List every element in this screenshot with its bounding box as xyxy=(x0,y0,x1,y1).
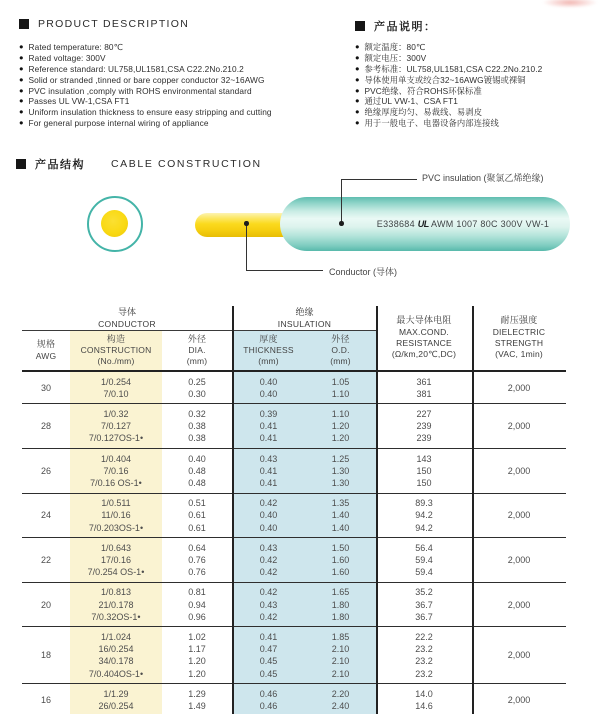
dielectric-cell xyxy=(472,586,566,623)
sub-header-row xyxy=(22,331,566,370)
section-marker-icon xyxy=(355,21,365,31)
cell-value: 23.2 xyxy=(415,668,433,679)
cell-value: 18 xyxy=(40,650,51,661)
cell-value: 14.6 xyxy=(415,700,433,711)
cell-value: 7/0.203OS-1• xyxy=(88,522,144,533)
cell-value: 1/0.813 xyxy=(100,587,132,598)
dia-cell xyxy=(162,497,232,534)
resistance-header-line: RESISTANCE xyxy=(396,338,452,348)
cell-value: 1.10 xyxy=(331,388,350,399)
cable-cross-section xyxy=(87,196,143,252)
cell-value: 35.2 xyxy=(415,587,433,598)
page-corner-artifact xyxy=(542,0,598,8)
pvc-insulation-label: PVC insulation (聚氯乙烯绝缘) xyxy=(422,173,544,183)
cell-value: 1.20 xyxy=(331,433,350,444)
dielectric-cell xyxy=(472,376,566,400)
cell-value: 0.41 xyxy=(259,433,278,444)
cell-value: 0.41 xyxy=(259,631,278,642)
pvc-callout-line-horizontal xyxy=(341,179,417,180)
resistance-header-line: MAX.COND. xyxy=(399,326,449,337)
cell-value: 1.30 xyxy=(331,465,350,476)
cell-value: 0.32 xyxy=(188,408,206,419)
cell-value: 59.4 xyxy=(415,554,433,565)
bullet-text: Solid or stranded ,tinned or bare copper conductor 32~16AWG xyxy=(28,74,265,85)
cell-value: 0.42 xyxy=(259,498,278,509)
cell-value: 26 xyxy=(40,465,51,476)
cell-value: 0.40 xyxy=(259,376,278,387)
dia-cell xyxy=(162,688,232,712)
bullet-icon: ● xyxy=(19,74,24,84)
cell-value: 2.10 xyxy=(331,656,350,667)
bullet-item xyxy=(355,75,603,86)
bullet-icon: ● xyxy=(355,63,360,73)
awg-cell xyxy=(22,408,70,445)
dia-cell xyxy=(162,631,232,680)
cell-value: 2,000 xyxy=(507,599,531,610)
bullet-item xyxy=(355,107,603,118)
cell-value: 26/0.254 xyxy=(98,700,134,711)
cell-value: 22.2 xyxy=(415,631,433,642)
cell-value: 150 xyxy=(416,465,432,476)
table-divider xyxy=(232,306,234,714)
bullet-item xyxy=(355,64,603,75)
construction-column-header: 构造 CONSTRUCTION (No./mm) xyxy=(80,333,152,367)
od-cell xyxy=(305,542,376,579)
table-divider xyxy=(472,306,474,714)
bullet-text: For general purpose internal wiring of appliance xyxy=(28,118,209,129)
cell-value: 0.76 xyxy=(188,554,206,565)
cell-value: 14.0 xyxy=(415,688,433,699)
dielectric-cell xyxy=(472,453,566,490)
cell-value: 1.80 xyxy=(331,611,350,622)
header-underline xyxy=(233,330,376,331)
cell-value: 0.40 xyxy=(188,453,206,464)
cell-value: 16/0.254 xyxy=(98,644,134,655)
conductor-header-cn: 导体 xyxy=(117,307,136,317)
bullet-text: 额定温度：80℃ xyxy=(364,42,426,52)
cable-construction-header xyxy=(16,156,262,172)
cell-value: 36.7 xyxy=(415,611,433,622)
product-description-list-cn xyxy=(355,42,603,129)
cell-value: 59.4 xyxy=(415,567,433,578)
cell-value: 0.40 xyxy=(259,510,278,521)
bullet-text: Passes UL VW-1,CSA FT1 xyxy=(28,96,130,107)
bullet-item xyxy=(355,42,603,53)
cell-value: 1.20 xyxy=(188,656,206,667)
bullet-icon: ● xyxy=(355,85,360,95)
bullet-item xyxy=(355,96,603,107)
cell-value: 0.41 xyxy=(259,465,278,476)
cell-value: 2.40 xyxy=(331,700,350,711)
cell-value: 1.10 xyxy=(331,408,350,419)
thickness-cell xyxy=(232,688,305,712)
thickness-column-header: 厚度 THICKNESS (mm) xyxy=(243,333,294,367)
cell-value: 2.10 xyxy=(331,644,350,655)
cell-value: 7/0.127OS-1• xyxy=(88,433,144,444)
bullet-item xyxy=(19,64,349,75)
od-cell xyxy=(305,586,376,623)
dielectric-header-line: STRENGTH xyxy=(494,338,544,348)
cell-value: 0.38 xyxy=(188,433,206,444)
cell-value: 2,000 xyxy=(507,554,531,565)
cell-value: 0.94 xyxy=(188,599,206,610)
bullet-icon: ● xyxy=(19,42,24,51)
cell-value: 94.2 xyxy=(415,510,433,521)
awg-cell xyxy=(22,586,70,623)
bullet-icon: ● xyxy=(355,107,360,117)
thickness-cell xyxy=(232,376,305,400)
bullet-item xyxy=(19,107,349,118)
bullet-icon: ● xyxy=(19,85,24,95)
awg-cell xyxy=(22,688,70,712)
cell-value: 7/0.127 xyxy=(100,421,132,432)
bullet-icon: ● xyxy=(355,118,360,128)
table-row xyxy=(22,583,566,628)
insulation-header-en: INSULATION xyxy=(277,318,332,329)
od-cell xyxy=(305,631,376,680)
cell-value: 1.29 xyxy=(188,688,206,699)
cell-value: 36.7 xyxy=(415,599,433,610)
table-row xyxy=(22,372,566,404)
od-cell xyxy=(305,497,376,534)
cell-value: 7/0.254 OS-1• xyxy=(87,567,145,578)
cell-value: 1.60 xyxy=(331,554,350,565)
cell-value: 1.65 xyxy=(331,587,350,598)
cell-value: 1.20 xyxy=(188,668,206,679)
pvc-callout-line-vertical xyxy=(341,179,342,223)
bullet-text: Rated temperature: 80℃ xyxy=(28,42,124,52)
awg-cell xyxy=(22,631,70,680)
dia-cell xyxy=(162,408,232,445)
bullet-text: Uniform insulation thickness to ensure easy stripping and cutting xyxy=(28,107,272,118)
table-row xyxy=(22,627,566,684)
awg-cell xyxy=(22,542,70,579)
cell-value: 0.38 xyxy=(188,421,206,432)
cell-value: 21/0.178 xyxy=(98,599,134,610)
construction-cell xyxy=(70,376,162,400)
cell-value: 0.45 xyxy=(259,656,278,667)
bullet-icon: ● xyxy=(19,52,24,62)
dielectric-header-line: (VAC, 1min) xyxy=(495,349,543,360)
bullet-text: 通过UL VW-1、CSA FT1 xyxy=(364,96,458,107)
cell-value: 1/1.29 xyxy=(103,688,129,699)
cell-value: 1.05 xyxy=(331,376,350,387)
thickness-cell xyxy=(232,408,305,445)
bullet-item xyxy=(19,86,349,97)
header-bottom-rule xyxy=(22,370,566,372)
cell-value: 239 xyxy=(416,421,432,432)
awg-cell xyxy=(22,376,70,400)
bullet-icon: ● xyxy=(355,42,360,51)
cell-value: 1/0.511 xyxy=(101,498,131,509)
cell-value: 0.51 xyxy=(188,498,206,509)
cell-value: 0.81 xyxy=(188,587,206,598)
cell-value: 2,000 xyxy=(507,650,531,661)
cell-value: 0.42 xyxy=(259,587,278,598)
bullet-icon: ● xyxy=(355,96,360,106)
dia-cell xyxy=(162,542,232,579)
thickness-cell xyxy=(232,542,305,579)
dielectric-header-line: 耐压强度 xyxy=(500,315,538,326)
cell-value: 0.64 xyxy=(188,542,206,553)
cell-value: 1.50 xyxy=(331,542,350,553)
cell-value: 7/0.404OS-1• xyxy=(88,668,144,679)
cell-value: 1.49 xyxy=(188,700,206,711)
cell-value: 0.61 xyxy=(188,510,206,521)
cable-print-text xyxy=(364,219,562,229)
cell-value: 1.30 xyxy=(331,477,350,488)
cell-value: 17/0.16 xyxy=(100,554,132,565)
bullet-text: PVC insulation ,comply with ROHS environmental standard xyxy=(28,85,252,96)
bullet-icon: ● xyxy=(19,118,24,128)
cell-value: 1/0.254 xyxy=(100,376,132,387)
insulation-group-header xyxy=(233,307,376,330)
cell-value: 0.42 xyxy=(259,567,278,578)
resistance-cell xyxy=(376,586,472,623)
bullet-item xyxy=(355,53,603,64)
spec-table-body xyxy=(22,372,566,714)
resistance-cell xyxy=(376,542,472,579)
spec-table xyxy=(22,306,566,714)
cell-value: 23.2 xyxy=(415,644,433,655)
bullet-text: 绝缘厚度均匀、易裁线、易剥皮 xyxy=(364,107,483,118)
cell-value: 2.20 xyxy=(331,688,350,699)
cell-value: 0.46 xyxy=(259,700,278,711)
section-title-en: CABLE CONSTRUCTION xyxy=(111,158,262,170)
cell-value: 23.2 xyxy=(415,656,433,667)
cell-value: 28 xyxy=(40,421,51,432)
bullet-icon: ● xyxy=(19,96,24,106)
cell-value: 0.76 xyxy=(188,567,206,578)
table-row xyxy=(22,449,566,494)
bullet-item xyxy=(19,53,349,64)
cell-value: 1/1.024 xyxy=(100,631,132,642)
bullet-icon: ● xyxy=(19,63,24,73)
cell-value: 150 xyxy=(416,477,432,488)
insulation-header-cn: 绝缘 xyxy=(295,307,314,317)
cell-value: 381 xyxy=(416,388,432,399)
cell-value: 0.41 xyxy=(259,421,278,432)
cell-value: 2,000 xyxy=(507,382,531,393)
resistance-cell xyxy=(376,376,472,400)
cell-value: 22 xyxy=(40,554,51,565)
cell-value: 20 xyxy=(40,599,51,610)
cell-value: 1.25 xyxy=(331,453,350,464)
cell-value: 0.42 xyxy=(259,611,278,622)
section-title: PRODUCT DESCRIPTION xyxy=(38,18,190,30)
cell-value: 143 xyxy=(416,453,432,464)
cell-value: 0.39 xyxy=(259,408,278,419)
thickness-cell xyxy=(232,631,305,680)
construction-cell xyxy=(70,542,162,579)
resistance-cell xyxy=(376,631,472,680)
bullet-icon: ● xyxy=(19,107,24,117)
construction-cell xyxy=(70,688,162,712)
cell-value: 2,000 xyxy=(507,510,531,521)
conductor-core xyxy=(101,210,128,237)
cell-value: 0.43 xyxy=(259,542,278,553)
cell-value: 0.47 xyxy=(259,644,278,655)
cell-value: 1.40 xyxy=(331,510,350,521)
table-row xyxy=(22,538,566,583)
thickness-cell xyxy=(232,497,305,534)
cell-value: 1/0.643 xyxy=(100,542,132,553)
od-cell xyxy=(305,408,376,445)
bullet-item xyxy=(19,96,349,107)
cell-value: 2,000 xyxy=(507,465,531,476)
bullet-text: 额定电压：300V xyxy=(364,52,427,63)
cell-value: 30 xyxy=(40,382,51,393)
cell-value: 7/0.32OS-1• xyxy=(91,611,141,622)
table-row xyxy=(22,684,566,714)
dia-cell xyxy=(162,453,232,490)
resistance-cell xyxy=(376,688,472,712)
cell-value: 7/0.16 OS-1• xyxy=(90,477,142,488)
bullet-item xyxy=(19,42,349,53)
cell-value: 0.46 xyxy=(259,688,278,699)
construction-cell xyxy=(70,408,162,445)
cell-value: 24 xyxy=(40,510,51,521)
construction-cell xyxy=(70,586,162,623)
conductor-header-en: CONDUCTOR xyxy=(98,318,156,329)
cell-value: 2,000 xyxy=(507,694,531,705)
cell-value: 7/0.10 xyxy=(103,388,129,399)
cell-value: 239 xyxy=(416,433,432,444)
construction-cell xyxy=(70,497,162,534)
resistance-cell xyxy=(376,408,472,445)
cell-value: 0.30 xyxy=(188,388,206,399)
cell-value: 0.43 xyxy=(259,599,278,610)
conductor-callout-line-horizontal xyxy=(246,270,323,271)
thickness-cell xyxy=(232,586,305,623)
pvc-callout-dot xyxy=(339,221,344,226)
dia-cell xyxy=(162,586,232,623)
cell-value: 0.45 xyxy=(259,668,278,679)
resistance-cell xyxy=(376,453,472,490)
section-marker-icon xyxy=(19,19,29,29)
cell-value: 11/0.16 xyxy=(101,510,131,521)
cell-value: 16 xyxy=(40,694,51,705)
construction-cell xyxy=(70,631,162,680)
cell-value: 0.48 xyxy=(188,477,206,488)
dielectric-cell xyxy=(472,497,566,534)
od-column-header: 外径 O.D. (mm) xyxy=(330,333,351,367)
cell-value: 1.02 xyxy=(188,631,206,642)
dielectric-cell xyxy=(472,542,566,579)
cell-value: 0.96 xyxy=(188,611,206,622)
bullet-icon: ● xyxy=(355,52,360,62)
bullet-text: Rated voltage: 300V xyxy=(28,52,106,63)
cell-value: 34/0.178 xyxy=(98,656,134,667)
dielectric-cell xyxy=(472,688,566,712)
cell-value: 1.17 xyxy=(188,644,206,655)
awg-column-header: 规格 AWG xyxy=(35,339,57,361)
bullet-item xyxy=(19,118,349,129)
cable-rating-text: AWM 1007 80C 300V VW-1 xyxy=(431,219,550,229)
bullet-text: 用于一般电子、电器设备内部连接线 xyxy=(364,118,499,129)
cell-value: 0.40 xyxy=(259,522,278,533)
conductor-callout-dot xyxy=(244,221,249,226)
resistance-header-line: 最大导体电阻 xyxy=(396,315,452,326)
cell-value: 361 xyxy=(416,376,432,387)
dia-cell xyxy=(162,376,232,400)
bullet-text: Reference standard: UL758,UL1581,CSA C22.2No.210.2 xyxy=(28,63,244,74)
table-row xyxy=(22,404,566,449)
cell-value: 89.3 xyxy=(415,498,433,509)
awg-cell xyxy=(22,453,70,490)
od-cell xyxy=(305,376,376,400)
bullet-text: 导体使用单支或绞合32~16AWG镀锡或裸铜 xyxy=(364,74,526,85)
product-description-list-en xyxy=(19,42,349,129)
section-marker-icon xyxy=(16,159,26,169)
bullet-icon: ● xyxy=(355,74,360,84)
bullet-item xyxy=(355,118,603,129)
cell-value: 0.41 xyxy=(259,477,278,488)
product-description-header-cn xyxy=(355,18,437,34)
table-row xyxy=(22,494,566,539)
ul-file-number: E338684 xyxy=(376,219,415,229)
cell-value: 0.61 xyxy=(188,522,206,533)
cell-value: 1.35 xyxy=(331,498,350,509)
cell-value: 1.40 xyxy=(331,522,350,533)
cell-value: 2.10 xyxy=(331,668,350,679)
construction-cell xyxy=(70,453,162,490)
cell-value: 1.20 xyxy=(331,421,350,432)
bullet-item xyxy=(355,86,603,97)
cell-value: 0.25 xyxy=(188,376,206,387)
thickness-cell xyxy=(232,453,305,490)
cell-value: 56.4 xyxy=(415,542,433,553)
conductor-label: Conductor (导体) xyxy=(329,267,398,277)
cell-value: 1/0.404 xyxy=(100,453,132,464)
cell-value: 0.43 xyxy=(259,453,278,464)
bullet-text: PVC绝缘、符合ROHS环保标准 xyxy=(364,85,482,96)
cell-value: 1.60 xyxy=(331,567,350,578)
resistance-header-line: (Ω/km,20℃,DC) xyxy=(391,349,457,360)
cell-value: 94.2 xyxy=(415,522,433,533)
section-title: 产品说明： xyxy=(374,21,437,33)
cell-value: 0.42 xyxy=(259,554,278,565)
cell-value: 0.48 xyxy=(188,465,206,476)
dielectric-header-line: DIELECTRIC xyxy=(492,326,546,337)
dielectric-cell xyxy=(472,408,566,445)
dielectric-cell xyxy=(472,631,566,680)
cell-value: 1/0.32 xyxy=(103,408,129,419)
cell-value: 0.40 xyxy=(259,388,278,399)
cell-value: 1.85 xyxy=(331,631,350,642)
table-divider xyxy=(376,306,378,714)
bullet-item xyxy=(19,75,349,86)
od-cell xyxy=(305,453,376,490)
od-cell xyxy=(305,688,376,712)
header-underline xyxy=(22,330,232,331)
resistance-cell xyxy=(376,497,472,534)
cell-value: 227 xyxy=(416,408,432,419)
section-title-cn: 产品结构 xyxy=(35,159,85,171)
cell-value: 7/0.16 xyxy=(103,465,129,476)
product-description-header xyxy=(19,18,189,30)
conductor-group-header xyxy=(22,307,232,330)
ul-mark-icon: UL xyxy=(417,219,429,229)
bullet-text: 参考标准：UL758,UL1581,CSA C22.2No.210.2 xyxy=(364,63,543,74)
cell-value: 2,000 xyxy=(507,421,531,432)
cell-value: 1.80 xyxy=(331,599,350,610)
awg-cell xyxy=(22,497,70,534)
conductor-callout-line-vertical xyxy=(246,224,247,271)
dia-column-header: 外径 DIA. (mm) xyxy=(186,333,208,367)
